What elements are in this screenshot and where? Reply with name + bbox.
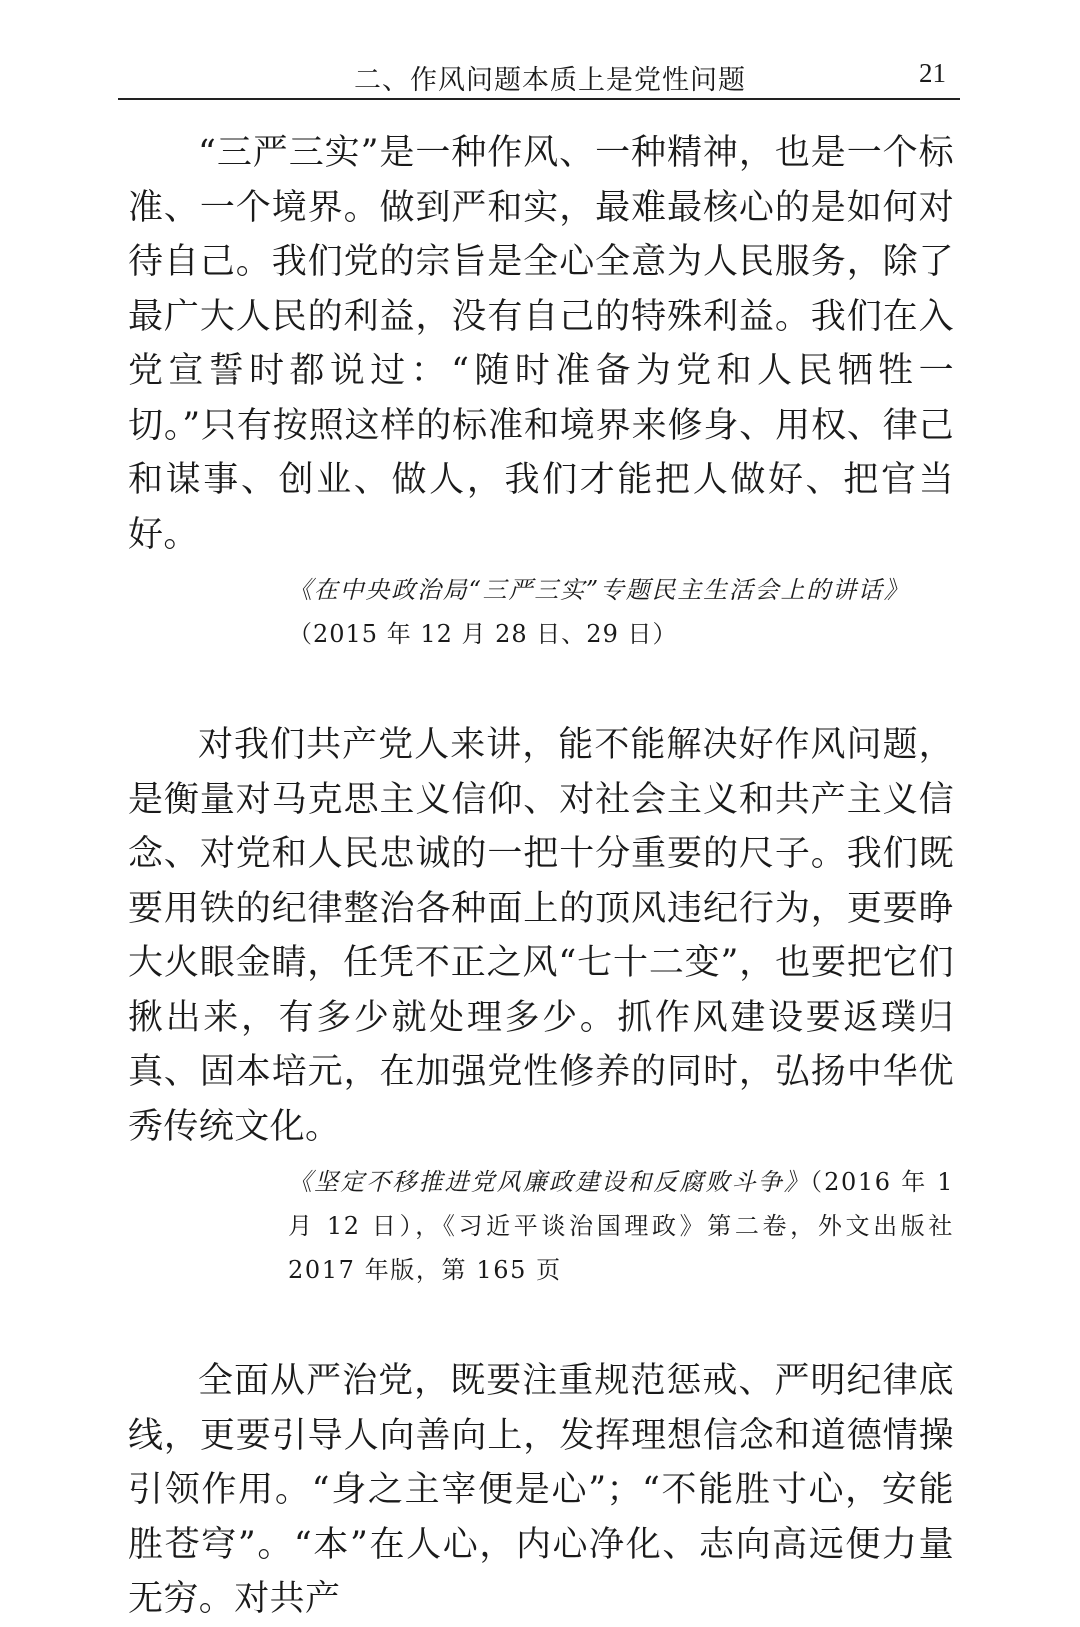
paragraph-1: “三严三实”是一种作风、一种精神，也是一个标准、一个境界。做到严和实，最难最核心的是如何对待自己。我们党的宗旨是全心全意为人民服务，除了最广大人民的利益，没有自己的特殊利益。我们在入党宣誓时都说过：“随时准备为党和人民牺牲一切。”只有按照这样的标准和境界来修身、用权、律己和谋事、创业、做人，我们才能把人做好、把官当好。 [128,133,954,555]
page-body [128,126,954,1627]
citation-1-date: （2015 年 12 月 28 日、29 日） [288,620,678,648]
citation-1 [288,568,954,656]
chapter-title: 二、作风问题本质上是党性问题 [354,65,746,96]
section-gap [128,656,954,718]
paragraph-2: 对我们共产党人来讲，能不能解决好作风问题，是衡量对马克思主义信仰、对社会主义和共产主义信念、对党和人民忠诚的一把十分重要的尺子。我们既要用铁的纪律整治各种面上的顶风违纪行为，更要睁大火眼金睛，任凭不正之风“七十二变”，也要把它们揪出来，有多少就处理多少。抓作风建设要返璞归真、固本培元，在加强党性修养的同时，弘扬中华优秀传统文化。 [128,725,954,1147]
citation-1-title: 《在中央政治局“三严三实”专题民主生活会上的讲话》 [288,576,910,604]
running-header [118,52,960,100]
paragraph-3: 全面从严治党，既要注重规范惩戒、严明纪律底线，更要引导人向善向上，发挥理想信念和道德情操引领作用。“身之主宰便是心”；“不能胜寸心，安能胜苍穹”。“本”在人心，内心净化、志向高远便力量无穷。对共产 [128,1361,954,1619]
citation-2-title: 《坚定不移推进党风廉政建设和反腐败斗争》 [288,1168,810,1196]
citation-2 [288,1160,954,1292]
citation-2-source: （2016 年 1 月 12 日），《习近平谈治国理政》第二卷，外文出版社 2017 年版，第 165 页 [288,1168,955,1284]
page-number: 21 [919,58,946,88]
